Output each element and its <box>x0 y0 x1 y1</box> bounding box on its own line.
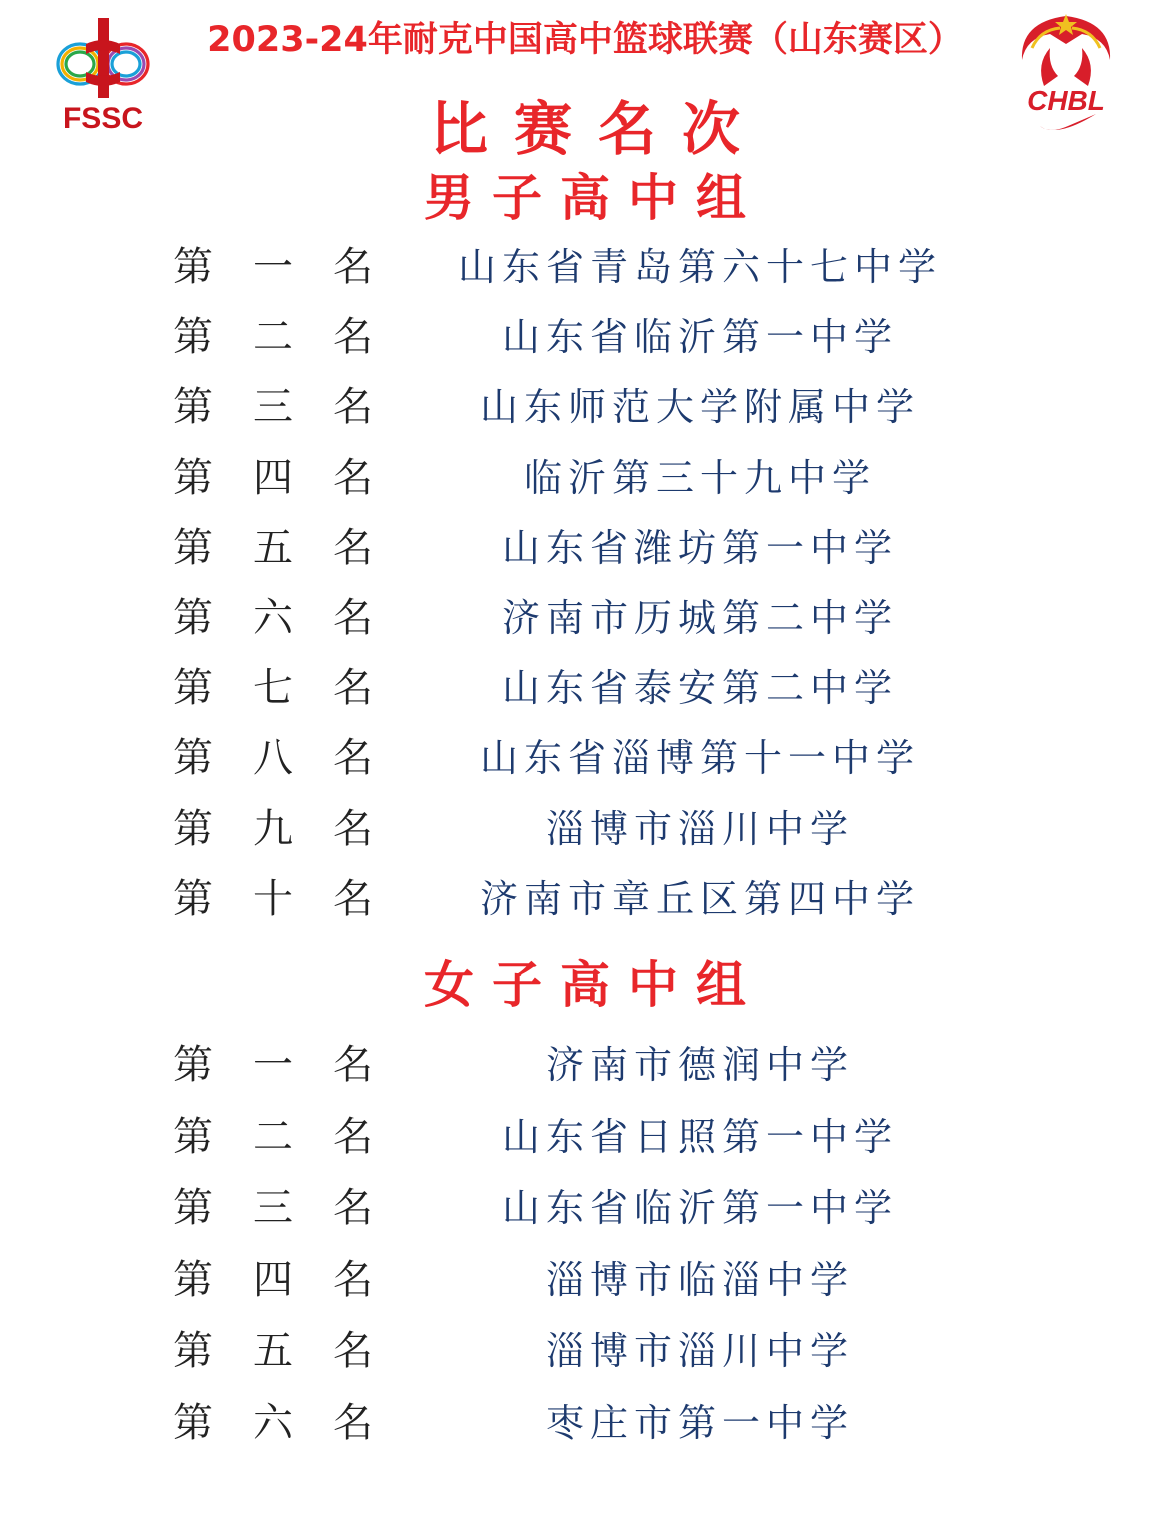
school-name: 济南市历城第二中学 <box>501 595 898 640</box>
rank-char: 名 <box>333 1399 373 1446</box>
rank-char: 名 <box>333 524 373 571</box>
rank-char: 七 <box>253 665 293 712</box>
rank-char: 名 <box>333 1328 373 1374</box>
rank-char: 名 <box>333 735 373 782</box>
school-name: 山东师范大学附属中学 <box>479 385 920 430</box>
rank-char: 四 <box>253 454 293 501</box>
ranking-row <box>0 729 1170 799</box>
school-name: 山东省青岛第六十七中学 <box>457 245 942 289</box>
rank-label <box>173 800 373 858</box>
rank-label <box>173 870 373 928</box>
ranking-row <box>0 589 1170 659</box>
fssc-logo-text: FSSC <box>62 102 144 134</box>
ranking-row <box>0 1036 1170 1108</box>
school-name: 枣庄市第一中学 <box>545 1400 854 1445</box>
school-name: 济南市德润中学 <box>545 1043 854 1087</box>
rank-char: 第 <box>173 735 213 782</box>
rank-char: 第 <box>173 1256 213 1303</box>
rank-char: 名 <box>333 1042 373 1088</box>
page-title: 比赛名次 <box>429 95 766 163</box>
school-name: 济南市章丘区第四中学 <box>479 876 920 921</box>
rank-char: 第 <box>173 1042 213 1088</box>
rank-label <box>173 659 373 717</box>
rank-label <box>173 1394 373 1452</box>
rank-char: 六 <box>253 594 293 641</box>
rank-label <box>173 238 373 296</box>
rank-char: 第 <box>173 875 213 922</box>
rank-char: 第 <box>173 314 213 361</box>
rank-char: 五 <box>253 524 293 571</box>
rank-char: 名 <box>333 1185 373 1231</box>
rank-char: 第 <box>173 524 213 571</box>
rank-char: 第 <box>173 1113 213 1160</box>
event-title: 2023-24年耐克中国高中篮球联赛（山东赛区） <box>207 20 963 60</box>
school-name: 山东省临沂第一中学 <box>501 315 898 360</box>
rank-char: 名 <box>333 244 373 290</box>
rank-char: 名 <box>333 875 373 922</box>
school-name: 山东省淄博第十一中学 <box>479 736 920 781</box>
ranking-row <box>0 659 1170 729</box>
boys-ranking-list <box>0 238 1170 940</box>
rank-char: 名 <box>333 665 373 712</box>
rank-label <box>173 1036 373 1094</box>
rank-char: 名 <box>333 1256 373 1303</box>
ranking-row <box>0 800 1170 870</box>
school-name: 淄博市淄川中学 <box>545 1329 854 1373</box>
rank-char: 九 <box>253 805 293 852</box>
school-name: 山东省泰安第二中学 <box>501 666 898 711</box>
ranking-row <box>0 1179 1170 1251</box>
rank-label <box>173 1108 373 1166</box>
boys-section-title: 男子高中组 <box>424 169 764 227</box>
rank-char: 第 <box>173 594 213 641</box>
rank-char: 名 <box>333 1113 373 1160</box>
ranking-row <box>0 1394 1170 1466</box>
rank-char: 三 <box>253 1185 293 1231</box>
ranking-row <box>0 1322 1170 1394</box>
rank-char: 第 <box>173 1399 213 1446</box>
girls-ranking-list <box>0 1036 1170 1465</box>
rank-char: 第 <box>173 1185 213 1231</box>
school-name: 山东省潍坊第一中学 <box>501 525 898 570</box>
ranking-row <box>0 1251 1170 1323</box>
rank-label <box>173 449 373 507</box>
rank-char: 一 <box>253 244 293 290</box>
rank-char: 三 <box>253 384 293 431</box>
rank-label <box>173 1251 373 1309</box>
rank-char: 五 <box>253 1328 293 1374</box>
rank-char: 名 <box>333 314 373 361</box>
school-name: 临沂第三十九中学 <box>523 455 876 500</box>
school-name: 淄博市临淄中学 <box>545 1257 854 1302</box>
rank-char: 二 <box>253 1113 293 1160</box>
rank-char: 六 <box>253 1399 293 1446</box>
rank-char: 十 <box>253 875 293 922</box>
ranking-row <box>0 238 1170 308</box>
school-name: 山东省临沂第一中学 <box>501 1186 898 1230</box>
ranking-row <box>0 519 1170 589</box>
rank-char: 名 <box>333 805 373 852</box>
school-name: 山东省日照第一中学 <box>501 1114 898 1159</box>
rank-label <box>173 1179 373 1237</box>
rank-char: 四 <box>253 1256 293 1303</box>
rank-char: 第 <box>173 244 213 290</box>
rank-label <box>173 519 373 577</box>
rank-char: 名 <box>333 384 373 431</box>
school-name: 淄博市淄川中学 <box>545 806 854 851</box>
rank-label <box>173 589 373 647</box>
ranking-row <box>0 870 1170 940</box>
rank-label <box>173 378 373 436</box>
rank-char: 二 <box>253 314 293 361</box>
ranking-row <box>0 1108 1170 1180</box>
ranking-row <box>0 308 1170 378</box>
rank-char: 第 <box>173 454 213 501</box>
ranking-row <box>0 449 1170 519</box>
ranking-row <box>0 378 1170 448</box>
rank-char: 名 <box>333 594 373 641</box>
rank-label <box>173 729 373 787</box>
rank-char: 名 <box>333 454 373 501</box>
rank-char: 第 <box>173 665 213 712</box>
rank-label <box>173 1322 373 1380</box>
rank-char: 一 <box>253 1042 293 1088</box>
chbl-logo-text: CHBL <box>1027 85 1105 116</box>
rank-char: 八 <box>253 735 293 782</box>
girls-section-title: 女子高中组 <box>424 956 764 1014</box>
rank-char: 第 <box>173 805 213 852</box>
rank-label <box>173 308 373 366</box>
rank-char: 第 <box>173 1328 213 1374</box>
rank-char: 第 <box>173 384 213 431</box>
